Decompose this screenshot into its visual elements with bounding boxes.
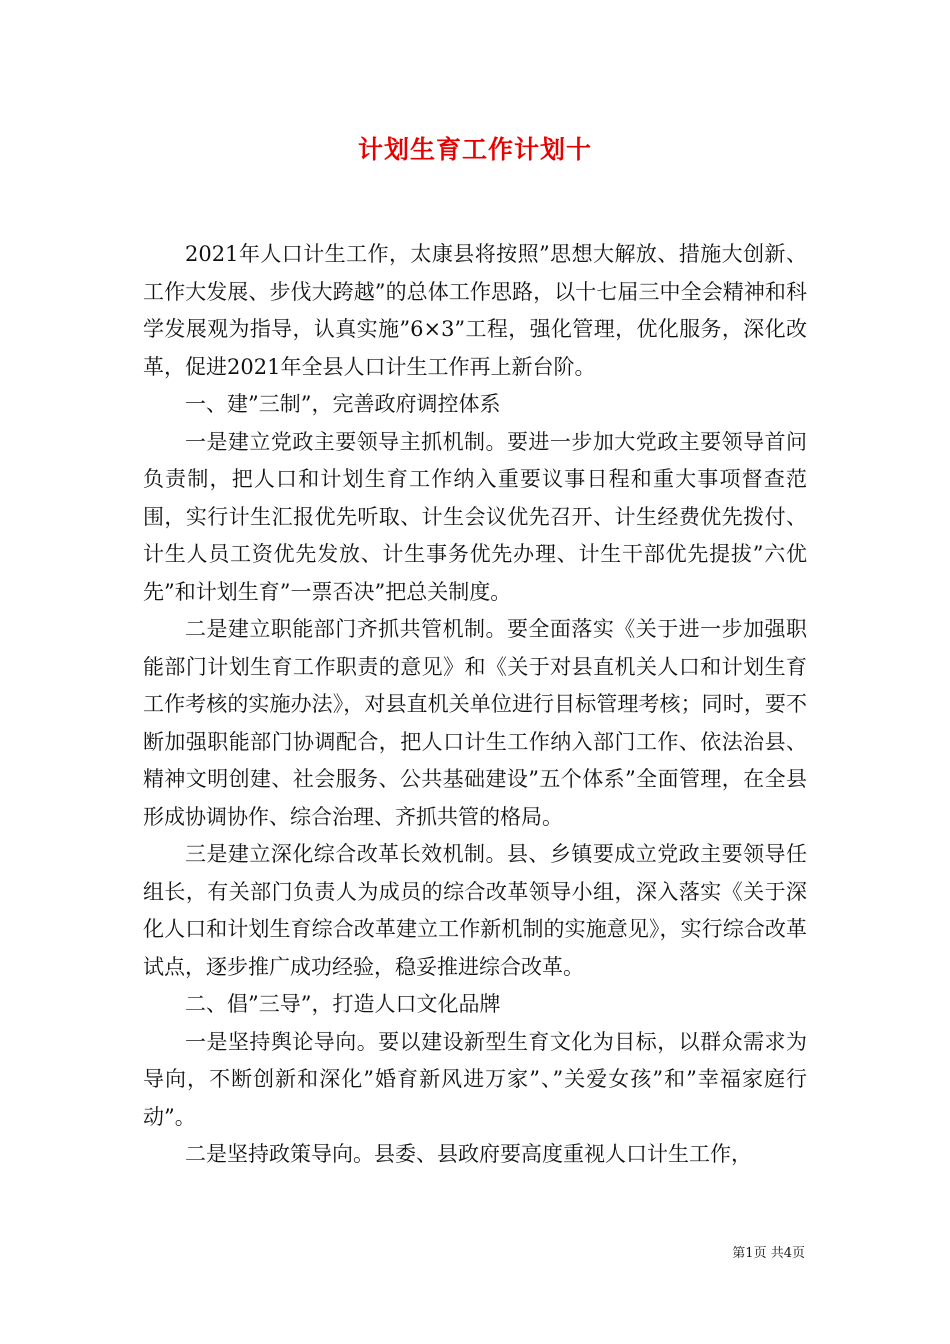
document-title: 计划生育工作计划十 xyxy=(357,135,592,164)
page-number-footer xyxy=(600,1245,805,1263)
page-label-suffix: 页 xyxy=(791,1246,805,1261)
paragraph-intro: 2021年人口计生工作，太康县将按照”思想大解放、措施大创新、工作大发展、步伐大跨越”的总体工作思路，以十七届三中全会精神和科学发展观为指导，认真实施”6×3”工程，强化管理，优化服务，深化改革，促进2021年全县人口计生工作再上新台阶。 xyxy=(143,242,807,379)
paragraph: 一是坚持舆论导向。要以建设新型生育文化为目标，以群众需求为导向，不断创新和深化”婚育新风进万家”、”关爱女孩”和”幸福家庭行动”。 xyxy=(143,1029,807,1129)
paragraph: 二是建立职能部门齐抓共管机制。要全面落实《关于进一步加强职能部门计划生育工作职责的意见》和《关于对县直机关人口和计划生育工作考核的实施办法》，对县直机关单位进行目标管理考核；同时，要不断加强职能部门协调配合，把人口计生工作纳入部门工作、依法治县、精神文明创建、社会服务、公共基础建设”五个体系”全面管理，在全县形成协调协作、综合治理、齐抓共管的格局。 xyxy=(143,617,807,829)
page-label-middle: 页 共 xyxy=(753,1246,784,1261)
section-heading-1: 一、建”三制”，完善政府调控体系 xyxy=(185,392,501,416)
page-total: 4 xyxy=(783,1246,792,1261)
page-label-prefix: 第 xyxy=(732,1246,746,1261)
paragraph: 三是建立深化综合改革长效机制。县、乡镇要成立党政主要领导任组长，有关部门负责人为成员的综合改革领导小组，深入落实《关于深化人口和计划生育综合改革建立工作新机制的实施意见》，实行综合改革试点，逐步推广成功经验，稳妥推进综合改革。 xyxy=(143,842,807,979)
page-current: 1 xyxy=(745,1246,754,1261)
document-body xyxy=(143,236,807,1174)
paragraph: 二是坚持政策导向。县委、县政府要高度重视人口计生工作， xyxy=(185,1142,752,1166)
section-heading-2: 二、倡”三导”，打造人口文化品牌 xyxy=(185,992,501,1016)
paragraph: 一是建立党政主要领导主抓机制。要进一步加大党政主要领导首问负责制，把人口和计划生育工作纳入重要议事日程和重大事项督查范围，实行计生汇报优先听取、计生会议优先召开、计生经费优先拨付、计生人员工资优先发放、计生事务优先办理、计生干部优先提拔”六优先”和计划生育”一票否决”把总关制度。 xyxy=(143,429,807,604)
